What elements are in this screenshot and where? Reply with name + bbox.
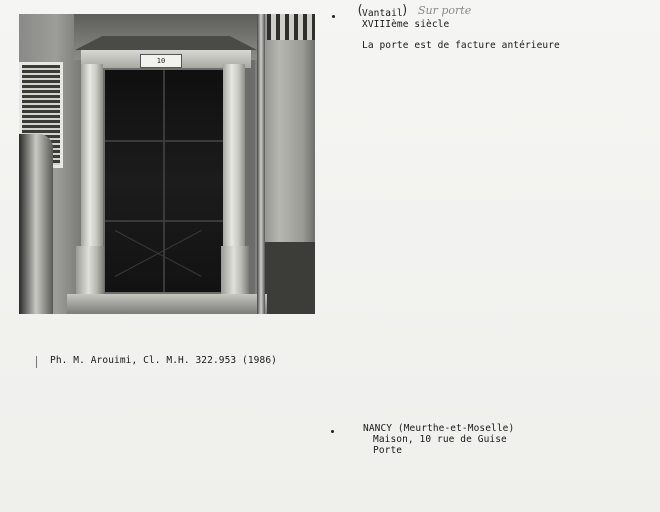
period-label: XVIIIème siècle xyxy=(362,19,450,30)
house-number-plaque: 10 xyxy=(140,54,182,68)
wooden-door xyxy=(105,70,223,292)
location-building: Maison, 10 rue de Guise xyxy=(373,434,507,445)
handwritten-note: Sur porte xyxy=(418,4,472,17)
door-step xyxy=(67,294,267,314)
upper-window xyxy=(267,14,315,40)
door-photograph xyxy=(19,14,315,314)
parked-vehicle xyxy=(19,134,53,314)
cornice xyxy=(75,36,257,50)
open-bracket: ( xyxy=(356,3,364,18)
drain-pipe xyxy=(257,14,265,314)
wall-shadow xyxy=(265,242,315,314)
photo-credit: Ph. M. Arouimi, Cl. M.H. 322.953 (1986) xyxy=(50,355,277,366)
margin-mark xyxy=(36,356,37,368)
bullet-dot xyxy=(331,430,334,433)
location-city: NANCY (Meurthe-et-Moselle) xyxy=(363,423,515,434)
location-element: Porte xyxy=(373,445,403,456)
close-bracket: ) xyxy=(401,3,409,18)
category-label: Vantail xyxy=(362,8,403,19)
remark-text: La porte est de facture antérieure xyxy=(362,40,560,51)
bullet-dot xyxy=(332,15,335,18)
